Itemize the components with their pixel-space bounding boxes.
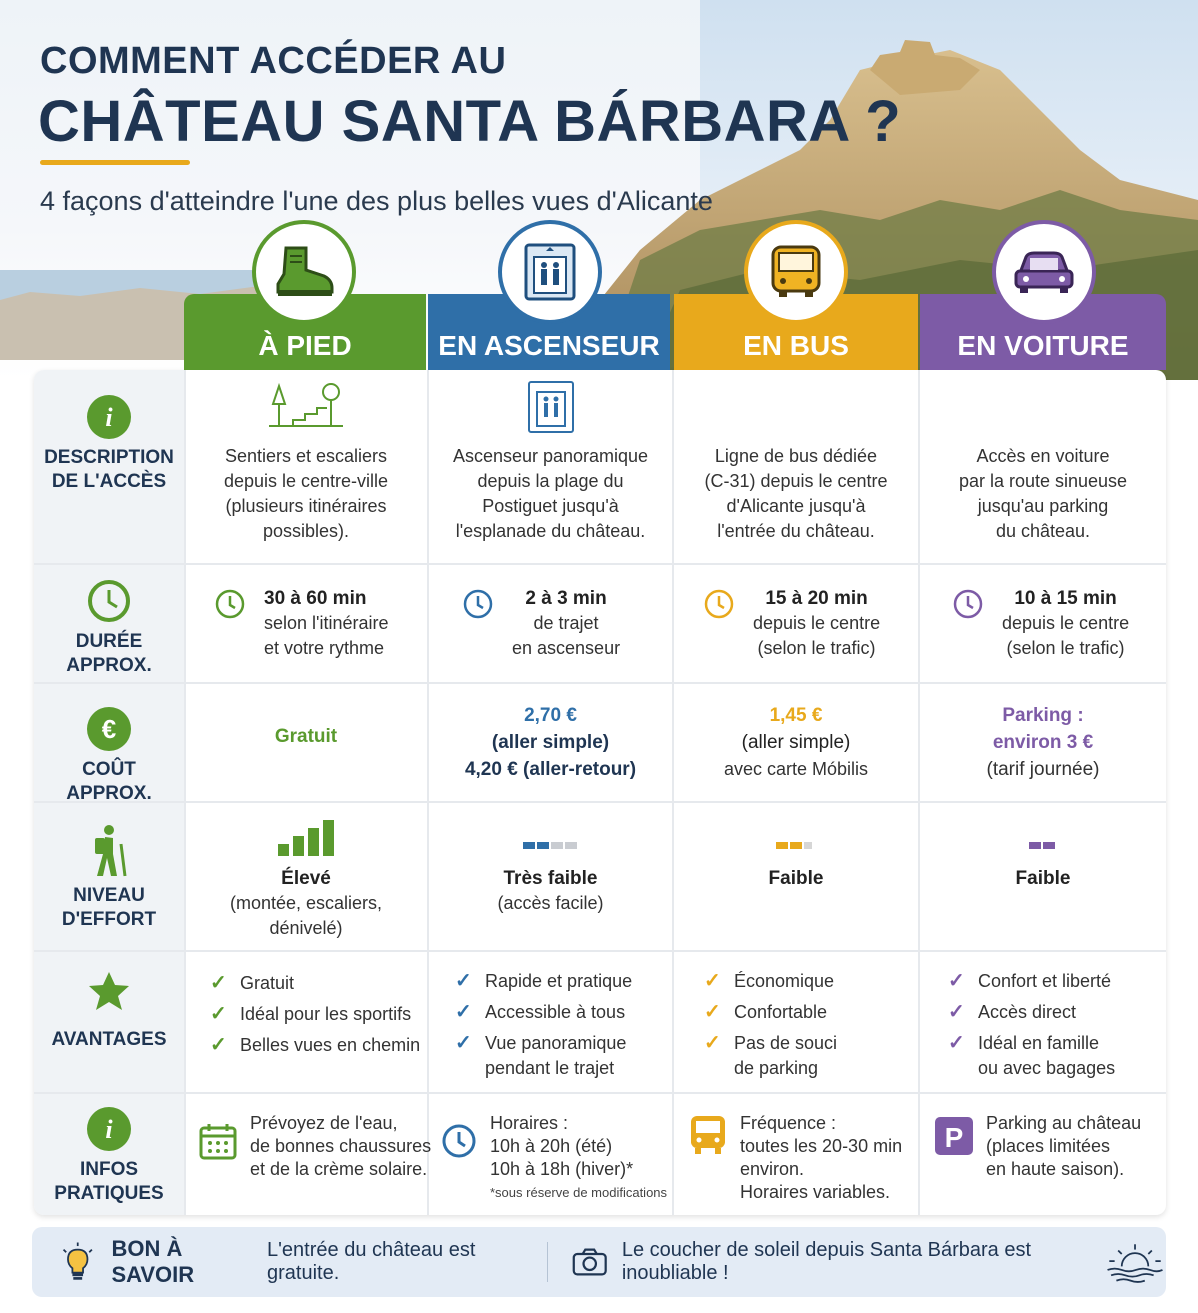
effort-level: Faible [1015, 868, 1071, 889]
check-icon: ✓ [948, 970, 965, 992]
title-line2: CHÂTEAU SANTA BÁRBARA ? [38, 89, 902, 154]
description-cell-walk [186, 380, 426, 562]
check-icon: ✓ [455, 970, 472, 992]
duration-value: 2 à 3 min [525, 588, 607, 609]
row-label-text: INFOS PRATIQUES [54, 1159, 164, 1204]
effort-bars [776, 840, 816, 850]
advantage-text: Économique [734, 971, 835, 991]
banner-title: BON À SAVOIR [111, 1236, 195, 1287]
check-icon: ✓ [455, 1001, 472, 1023]
cost-label: Parking : [1002, 704, 1084, 726]
effort-detail: (montée, escaliers, dénivelé) [229, 893, 383, 938]
cost-value: 1,45 € [769, 704, 823, 726]
column-label: EN BUS [743, 330, 849, 361]
advantage-item [704, 997, 837, 1028]
row-label-text: DESCRIPTION DE L'ACCÈS [44, 447, 174, 492]
advantage-item [948, 1028, 1115, 1081]
effort-detail: (accès facile) [497, 893, 604, 913]
row-label-text: COÛT APPROX. [66, 759, 152, 804]
clock-icon [86, 578, 132, 624]
effort-level: Très faible [503, 868, 598, 889]
banner-tip1: L'entrée du château est gratuite. [266, 1239, 476, 1284]
row-divider [34, 950, 1166, 952]
description-cell-bus [674, 380, 918, 562]
effort-level: Élevé [281, 868, 331, 889]
row-label-text: NIVEAU D'EFFORT [61, 885, 157, 930]
cost-value: Gratuit [274, 725, 338, 747]
advantage-text: Gratuit [240, 973, 295, 993]
effort-bars [523, 840, 579, 850]
good-to-know-banner [32, 1227, 1166, 1297]
lightbulb-icon [60, 1240, 95, 1284]
advantage-item [948, 997, 1115, 1028]
check-icon: ✓ [455, 1032, 472, 1054]
description-text: Sentiers et escaliers depuis le centre-ville (plusieurs itinéraires possibles). [223, 446, 389, 541]
advantage-item [455, 997, 632, 1028]
row-divider [34, 1092, 1166, 1094]
svg-text:i: i [105, 403, 113, 432]
check-icon: ✓ [704, 1032, 721, 1054]
cost-cell-bus [674, 684, 918, 800]
description-text: Ascenseur panoramique depuis la plage du Postiguet jusqu'à l'esplanade du château. [452, 446, 649, 541]
bus-icon [744, 220, 848, 324]
row-label-cost [34, 706, 184, 806]
row-label-advantages [34, 968, 184, 1052]
bus-icon [688, 1114, 728, 1156]
info-cell-bus [688, 1112, 902, 1204]
row-divider [34, 563, 1166, 565]
description-cell-car [920, 380, 1166, 562]
advantage-text: Pas de souci de parking [734, 1033, 838, 1078]
check-icon: ✓ [210, 972, 227, 994]
advantages-cell-bus [704, 966, 837, 1081]
check-icon: ✓ [948, 1001, 965, 1023]
duration-value: 30 à 60 min [264, 588, 367, 609]
advantage-item [455, 966, 632, 997]
calendar-icon [198, 1122, 238, 1162]
cost-detail: (aller simple) [741, 731, 851, 753]
svg-text:P: P [944, 1122, 964, 1153]
svg-text:i: i [105, 1115, 113, 1144]
clock-icon [214, 588, 246, 620]
duration-detail: selon l'itinéraire et votre rythme [264, 613, 389, 658]
advantage-text: Confortable [734, 1002, 828, 1022]
advantage-item [704, 966, 837, 997]
info-note: *sous réserve de modifications [490, 1185, 668, 1200]
advantage-text: Belles vues en chemin [240, 1035, 421, 1055]
check-icon: ✓ [948, 1032, 965, 1054]
info-cell-walk [198, 1112, 431, 1181]
banner-tip2: Le coucher de soleil depuis Santa Bárbara est inoubliable ! [621, 1239, 1032, 1284]
advantage-item [704, 1028, 837, 1081]
title-underline [40, 160, 190, 165]
cost-note: avec carte Móbilis [723, 758, 869, 779]
cost-value: environ 3 € [992, 731, 1094, 753]
effort-cell-bus [674, 840, 918, 940]
advantage-text: Idéal pour les sportifs [240, 1004, 412, 1024]
effort-level: Faible [768, 868, 824, 889]
info-text: Fréquence : toutes les 20-30 min environ. Horaires variables. [740, 1113, 903, 1202]
check-icon: ✓ [704, 1001, 721, 1023]
hiking-boot-icon [252, 220, 356, 324]
trail-icon [269, 380, 343, 430]
parking-icon [934, 1116, 974, 1156]
info-cell-elevator [440, 1112, 667, 1204]
column-label: EN VOITURE [957, 330, 1129, 361]
effort-cell-elevator [429, 840, 672, 940]
duration-detail: de trajet en ascenseur [512, 613, 621, 658]
cost-value: 2,70 € [524, 704, 577, 726]
row-label-description [34, 394, 184, 494]
cost-cell-elevator [429, 684, 672, 800]
subtitle: 4 façons d'atteindre l'une des plus belles vues d'Alicante [40, 186, 713, 216]
check-icon: ✓ [210, 1034, 227, 1056]
sunset-icon [1104, 1239, 1166, 1285]
star-icon [86, 968, 132, 1014]
info-text: Parking au château (places limitées en haute saison). [986, 1113, 1142, 1179]
title-line1: COMMENT ACCÉDER AU [40, 40, 507, 82]
euro-icon [86, 706, 132, 752]
clock-icon [440, 1122, 478, 1160]
row-label-text: DURÉE APPROX. [66, 631, 152, 676]
elevator-icon [498, 220, 602, 324]
advantage-item [210, 968, 420, 999]
info-text: Prévoyez de l'eau, de bonnes chaussures et de la crème solaire. [250, 1113, 432, 1179]
advantage-text: Idéal en famille ou avec bagages [978, 1033, 1116, 1078]
cost-cell-car [920, 684, 1166, 800]
advantage-item [948, 966, 1115, 997]
advantage-text: Accès direct [978, 1002, 1077, 1022]
advantages-cell-elevator [455, 966, 632, 1081]
row-label-info [34, 1106, 184, 1206]
cost-note: (tarif journée) [986, 758, 1100, 780]
advantage-item [210, 999, 420, 1030]
camera-icon [572, 1246, 607, 1278]
advantage-item [210, 1030, 420, 1061]
advantage-text: Confort et liberté [978, 971, 1112, 991]
row-label-text: AVANTAGES [51, 1029, 167, 1050]
description-text: Ligne de bus dédiée (C-31) depuis le centre d'Alicante jusqu'à l'entrée du château. [704, 446, 888, 541]
duration-detail: depuis le centre (selon le trafic) [753, 613, 881, 658]
row-divider [34, 801, 1166, 803]
duration-cell-elevator [462, 586, 620, 661]
elevator-icon [527, 380, 575, 434]
clock-icon [462, 588, 494, 620]
info-text: Horaires : 10h à 20h (été) 10h à 18h (hiver)* [490, 1113, 634, 1179]
advantage-text: Rapide et pratique [485, 971, 633, 991]
duration-cell-bus [703, 586, 880, 661]
info-icon [86, 1106, 132, 1152]
effort-bars [1029, 840, 1057, 850]
effort-cell-walk [186, 818, 426, 948]
column-label: EN ASCENSEUR [438, 330, 660, 361]
description-cell-elevator [429, 380, 672, 562]
hiker-icon [86, 824, 132, 878]
car-icon [992, 220, 1096, 324]
duration-detail: depuis le centre (selon le trafic) [1002, 613, 1130, 658]
cost-cell-walk [186, 684, 426, 800]
effort-cell-car [920, 840, 1166, 940]
description-text: Accès en voiture par la route sinueuse jusqu'au parking du château. [958, 446, 1128, 541]
check-icon: ✓ [210, 1003, 227, 1025]
cost-detail: (aller simple) [491, 731, 610, 753]
check-icon: ✓ [704, 970, 721, 992]
advantage-text: Vue panoramique pendant le trajet [485, 1033, 627, 1078]
column-label: À PIED [258, 330, 352, 361]
duration-cell-walk [214, 586, 389, 661]
svg-text:€: € [101, 714, 117, 744]
advantage-item [455, 1028, 632, 1081]
advantages-cell-walk [210, 968, 420, 1061]
effort-bars [276, 818, 336, 856]
info-icon [86, 394, 132, 440]
advantage-text: Accessible à tous [485, 1002, 626, 1022]
duration-value: 10 à 15 min [1014, 588, 1117, 609]
clock-icon [952, 588, 984, 620]
cost-return: 4,20 € (aller-retour) [464, 758, 637, 780]
row-label-effort [34, 824, 184, 932]
duration-cell-car [952, 586, 1129, 661]
advantages-cell-car [948, 966, 1115, 1081]
duration-value: 15 à 20 min [765, 588, 868, 609]
info-cell-car [934, 1112, 1141, 1181]
banner-divider [547, 1242, 549, 1282]
row-label-duration [34, 578, 184, 678]
clock-icon [703, 588, 735, 620]
